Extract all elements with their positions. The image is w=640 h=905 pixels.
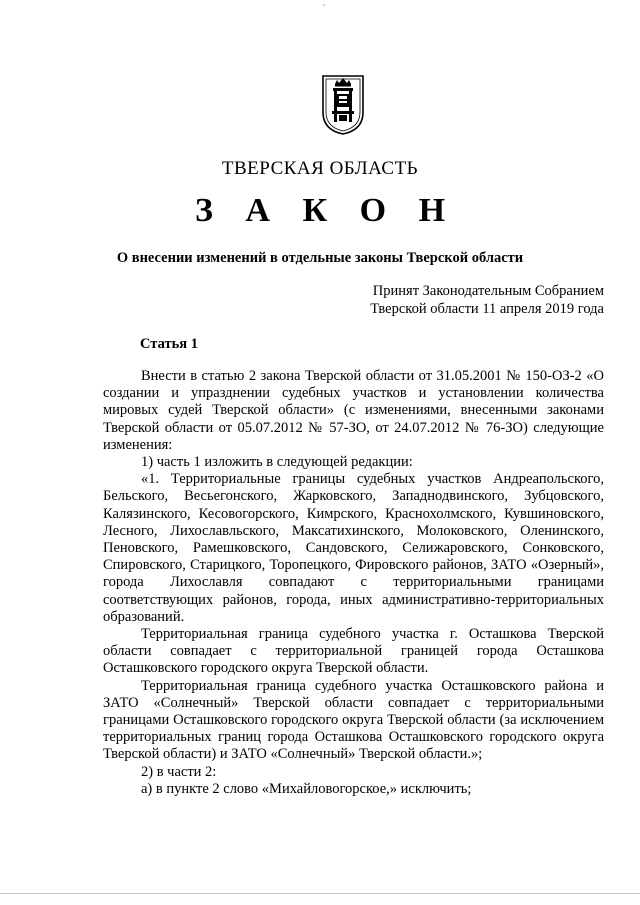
paragraph: 1) часть 1 изложить в следующей редакции:	[141, 454, 413, 471]
coat-of-arms-icon	[321, 72, 365, 136]
scan-artifact	[323, 4, 325, 6]
paragraph: 2) в части 2:	[141, 763, 217, 780]
paragraph: «1. Территориальные границы судебных участков Андреапольского, Бельского, Весьегонского, Жарковского, Западнодвинского, Зубцовского, Калязинского, Кесовогорского, Кимрского, Краснохолмского, Кувшиновского, Лесного, Лихославльского, Максатихинского, Молоковского, Оленинского, Пеновского, Рамешковского, Сандовского, Селижаровского, Сонковского, Спировского, Старицкого, Торопецкого, Фировского районов, ЗАТО «Озерный», города Лихославля совпадают с территориальными границами соответствующих районов, города, иных административно-территориальных образований.	[103, 471, 604, 625]
region-title: ТВЕРСКАЯ ОБЛАСТЬ	[221, 158, 419, 179]
adoption-note	[304, 282, 604, 318]
document-type-title: З А К О Н	[194, 192, 458, 229]
article-heading: Статья 1	[140, 336, 198, 352]
paragraph: Территориальная граница судебного участка Осташковского района и ЗАТО «Солнечный» Тверской области совпадает с территориальными границами Осташковского городского округа Тверской области (за исключением территориальных границ города Осташкова Осташковского городского округа Тверской области) и ЗАТО «Солнечный» Тверской области.»;	[103, 677, 604, 763]
paragraph: Внести в статью 2 закона Тверской области от 31.05.2001 № 150-ОЗ-2 «О создании и упразднении судебных участков и установлении количества мировых судей Тверской области» (с изменениями, внесенными законами Тверской области от 05.07.2012 № 57-ЗО, от 24.07.2012 № 76-ЗО) следующие изменения:	[103, 368, 604, 453]
adoption-line-2: Тверской области 11 апреля 2019 года	[370, 301, 604, 317]
paragraph: Территориальная граница судебного участка г. Осташкова Тверской области совпадает с территориальной границей города Осташкова Осташковского городского округа Тверской области.	[103, 626, 604, 677]
paragraph: а) в пункте 2 слово «Михайловогорское,» исключить;	[141, 780, 472, 797]
page-bottom-divider	[0, 893, 640, 894]
law-subject-title: О внесении изменений в отдельные законы Тверской области	[116, 250, 524, 266]
article-body	[103, 368, 604, 798]
adoption-line-1: Принят Законодательным Собранием	[372, 283, 604, 299]
